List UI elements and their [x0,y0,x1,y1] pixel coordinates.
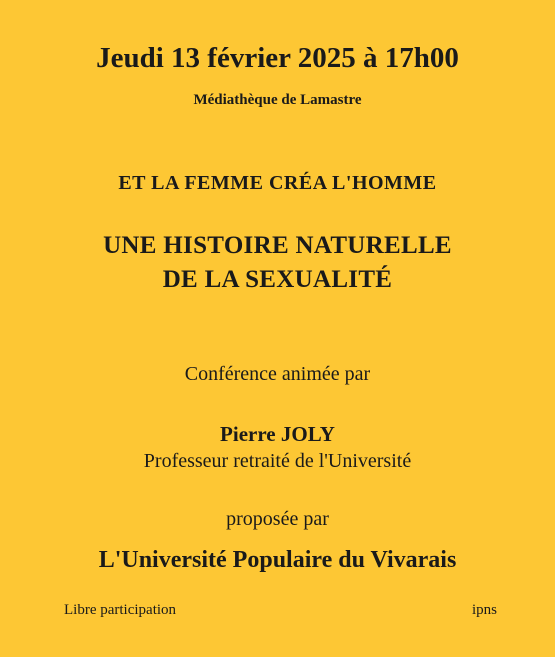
event-date: Jeudi 13 février 2025 à 17h00 [96,42,459,74]
talk-title-line-2: UNE HISTOIRE NATURELLE [103,232,452,259]
organizer-intro: proposée par [226,508,329,530]
presenter-name: Pierre JOLY [220,422,335,446]
event-venue: Médiathèque de Lamastre [193,92,362,108]
organizer-name: L'Université Populaire du Vivarais [98,547,457,573]
talk-title-line-1: ET LA FEMME CRÉA L'HOMME [118,172,437,194]
talk-title-line-3: DE LA SEXUALITÉ [162,266,393,293]
presenter-role: Professeur retraité de l'Université [143,450,412,472]
footer-participation: Libre participation [64,602,177,618]
footer-ipns: ipns [471,602,497,618]
presenter-intro: Conférence animée par [184,363,371,385]
